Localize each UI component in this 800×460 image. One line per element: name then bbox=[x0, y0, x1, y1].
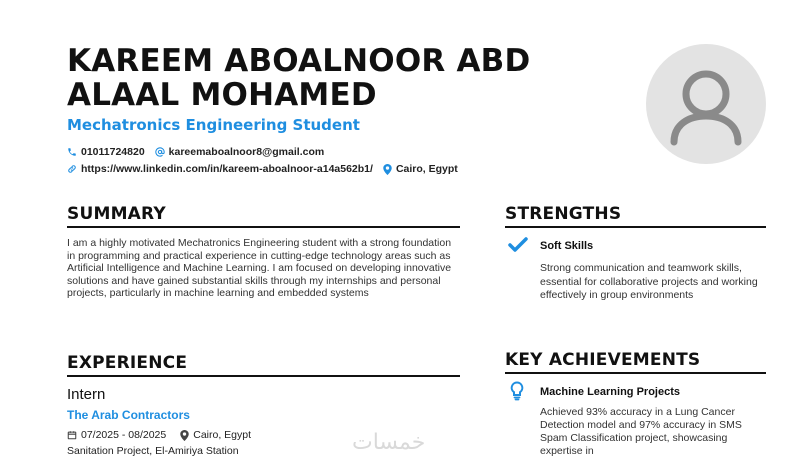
summary-divider bbox=[67, 226, 460, 228]
experience-divider bbox=[67, 375, 460, 377]
summary-heading: SUMMARY bbox=[67, 204, 166, 224]
at-icon bbox=[155, 147, 165, 157]
phone-text: 01011724820 bbox=[81, 146, 145, 158]
lightbulb-icon bbox=[510, 381, 524, 401]
candidate-role: Mechatronics Engineering Student bbox=[67, 116, 360, 134]
avatar bbox=[646, 44, 766, 164]
experience-heading: EXPERIENCE bbox=[67, 353, 188, 373]
checkmark-icon bbox=[508, 237, 528, 253]
achievements-divider bbox=[505, 372, 766, 374]
achievement-title: Machine Learning Projects bbox=[540, 386, 680, 398]
location-text: Cairo, Egypt bbox=[395, 163, 458, 175]
strength-title: Soft Skills bbox=[540, 240, 594, 252]
strengths-heading: STRENGTHS bbox=[505, 204, 622, 224]
experience-location: Cairo, Egypt bbox=[193, 429, 252, 441]
experience-dates: 07/2025 - 08/2025 bbox=[81, 429, 167, 441]
experience-role: Intern bbox=[67, 386, 106, 403]
contact-line-1 bbox=[67, 146, 334, 158]
link-icon bbox=[67, 164, 77, 174]
experience-meta bbox=[67, 429, 265, 441]
strength-description: Strong communication and teamwork skills, essential for collaborative projects and working effectively in group environments bbox=[540, 262, 758, 301]
watermark: خمسات bbox=[352, 430, 426, 455]
linkedin-item[interactable] bbox=[67, 163, 373, 175]
experience-dates-item bbox=[67, 429, 166, 441]
experience-company: The Arab Contractors bbox=[67, 408, 190, 422]
calendar-icon bbox=[67, 430, 77, 440]
achievement-description: Achieved 93% accuracy in a Lung Cancer Detection model and 97% accuracy in SMS Spam Classification project, showcasing expertise in bbox=[540, 406, 742, 457]
email-item[interactable] bbox=[155, 146, 325, 158]
strengths-divider bbox=[505, 226, 766, 228]
email-text: kareemaboalnoor8@gmail.com bbox=[168, 146, 325, 158]
achievements-heading: KEY ACHIEVEMENTS bbox=[505, 350, 701, 370]
location-pin-icon bbox=[383, 164, 392, 175]
phone-item[interactable] bbox=[67, 146, 145, 158]
location-item bbox=[383, 163, 458, 175]
location-pin-icon bbox=[180, 430, 189, 441]
linkedin-text: https://www.linkedin.com/in/kareem-aboalnoor-a14a562b1/ bbox=[81, 163, 373, 175]
candidate-name: KAREEM ABOALNOOR ABD ALAAL MOHAMED bbox=[67, 43, 531, 113]
summary-text: I am a highly motivated Mechatronics Engineering student with a strong foundation in programming and practical experience in cutting-edge technology areas such as Artificial Intelligence and Machine Learning. I am focused on developing innovative solutions and have gained substantial skills through my internships and personal projects, particularly in machine learning and embedded systems bbox=[67, 237, 452, 300]
user-placeholder-icon bbox=[646, 44, 766, 164]
phone-icon bbox=[67, 147, 77, 157]
contact-line-2 bbox=[67, 163, 468, 175]
experience-location-item bbox=[180, 429, 251, 441]
experience-description: Sanitation Project, El-Amiriya Station bbox=[67, 445, 239, 457]
